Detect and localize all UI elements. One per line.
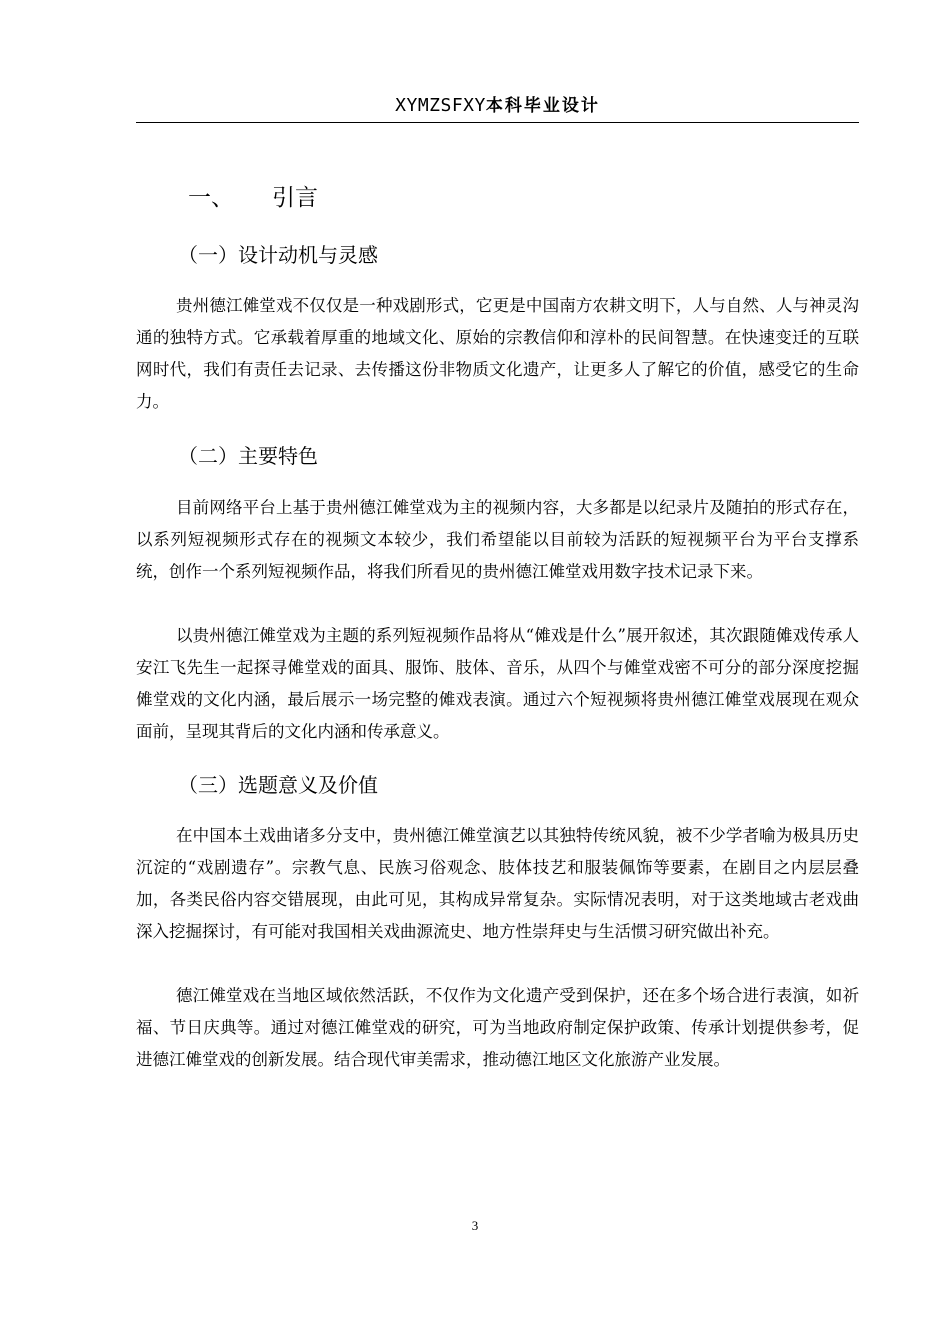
paragraph-features-1: 目前网络平台上基于贵州德江傩堂戏为主的视频内容，大多都是以纪录片及随拍的形式存在，以系列短视频形式存在的视频文本较少，我们希望能以目前较为活跃的短视频平台为平台支撑系统，创作一个系列短视频作品，将我们所看见的贵州德江傩堂戏用数字技术记录下来。 xyxy=(136,498,859,581)
subsection-heading-1: （一）设计动机与灵感 xyxy=(178,243,378,267)
paragraph-significance-2: 德江傩堂戏在当地区域依然活跃，不仅作为文化遗产受到保护，还在多个场合进行表演，如祈福、节日庆典等。通过对德江傩堂戏的研究，可为当地政府制定保护政策、传承计划提供参考，促进德江傩堂戏的创新发展。结合现代审美需求，推动德江地区文化旅游产业发展。 xyxy=(136,986,859,1069)
section-heading xyxy=(188,182,318,214)
header-title: 本科毕业设计 xyxy=(485,96,600,116)
page-number: 3 xyxy=(471,1218,479,1233)
paragraph-motivation: 贵州德江傩堂戏不仅仅是一种戏剧形式，它更是中国南方农耕文明下，人与自然、人与神灵沟通的独特方式。它承载着厚重的地域文化、原始的宗教信仰和淳朴的民间智慧。在快速变迁的互联网时代，我们有责任去记录、去传播这份非物质文化遗产，让更多人了解它的价值，感受它的生命力。 xyxy=(136,296,859,411)
paragraph-significance-1: 在中国本土戏曲诸多分支中，贵州德江傩堂演艺以其独特传统风貌，被不少学者喻为极具历史沉淀的“戏剧遗存”。宗教气息、民族习俗观念、肢体技艺和服装佩饰等要素，在剧目之内层层叠加，各类民俗内容交错展现，由此可见，其构成异常复杂。实际情况表明，对于这类地域古老戏曲深入挖掘探讨，有可能对我国相关戏曲源流史、地方性崇拜史与生活惯习研究做出补充。 xyxy=(136,826,859,941)
section-title: 引言 xyxy=(272,185,318,211)
paragraph-features-2: 以贵州德江傩堂戏为主题的系列短视频作品将从“傩戏是什么”展开叙述，其次跟随傩戏传承人安江飞先生一起探寻傩堂戏的面具、服饰、肢体、音乐，从四个与傩堂戏密不可分的部分深度挖掘傩堂戏的文化内涵，最后展示一场完整的傩戏表演。通过六个短视频将贵州德江傩堂戏展现在观众面前，呈现其背后的文化内涵和传承意义。 xyxy=(136,626,859,741)
section-number: 一、 xyxy=(188,185,234,211)
page-header xyxy=(136,92,859,123)
subsection-heading-3: （三）选题意义及价值 xyxy=(178,773,378,797)
subsection-heading-2: （二）主要特色 xyxy=(178,444,318,468)
header-code: XYMZSFXY xyxy=(395,95,486,116)
